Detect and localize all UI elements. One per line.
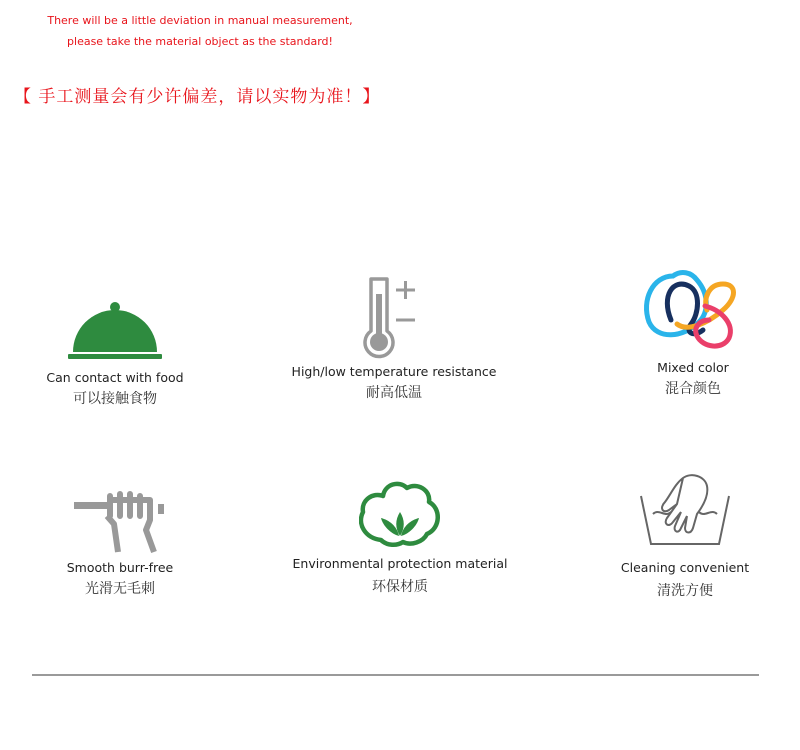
feature-eco-label-cn: 环保材质 [372,579,428,595]
feature-food-contact [25,300,205,410]
feature-cleaning [605,470,765,602]
cotton-plant-icon [359,480,441,550]
feature-eco-material [285,480,515,598]
feature-temperature-label-cn: 耐高低温 [366,385,422,401]
smooth-hand-icon [70,490,170,554]
feature-food-label-cn: 可以接触食物 [73,391,157,407]
bottom-divider [32,674,759,676]
feature-smooth-burr-free [40,490,200,600]
feature-cleaning-label-cn: 清洗方便 [657,583,713,599]
notice-english-line1: There will be a little deviation in manual measurement, [47,14,353,27]
notice-english [0,10,400,52]
feature-mixed-color-label-cn: 混合颜色 [665,381,721,397]
feature-mixed-color-label-en: Mixed color [657,360,729,375]
feature-cleaning-label-en: Cleaning convenient [620,560,750,575]
feature-smooth-label-cn: 光滑无毛刺 [85,581,155,597]
feature-temperature-label-en: High/low temperature resistance [291,364,497,379]
thermometer-icon [359,276,429,360]
notice-chinese: 【 手工测量会有少许偏差，请以实物为准！】 [14,87,381,107]
feature-temperature [280,276,508,404]
notice-english-line2: please take the material object as the standard! [67,35,333,48]
food-cloche-icon [65,300,165,362]
mixed-color-loops-icon [643,266,743,352]
feature-eco-label-en: Environmental protection material [292,556,508,571]
hand-wash-icon [635,470,735,552]
feature-smooth-label-en: Smooth burr-free [66,560,174,575]
feature-mixed-color [613,266,773,400]
feature-food-label-en: Can contact with food [46,370,184,385]
